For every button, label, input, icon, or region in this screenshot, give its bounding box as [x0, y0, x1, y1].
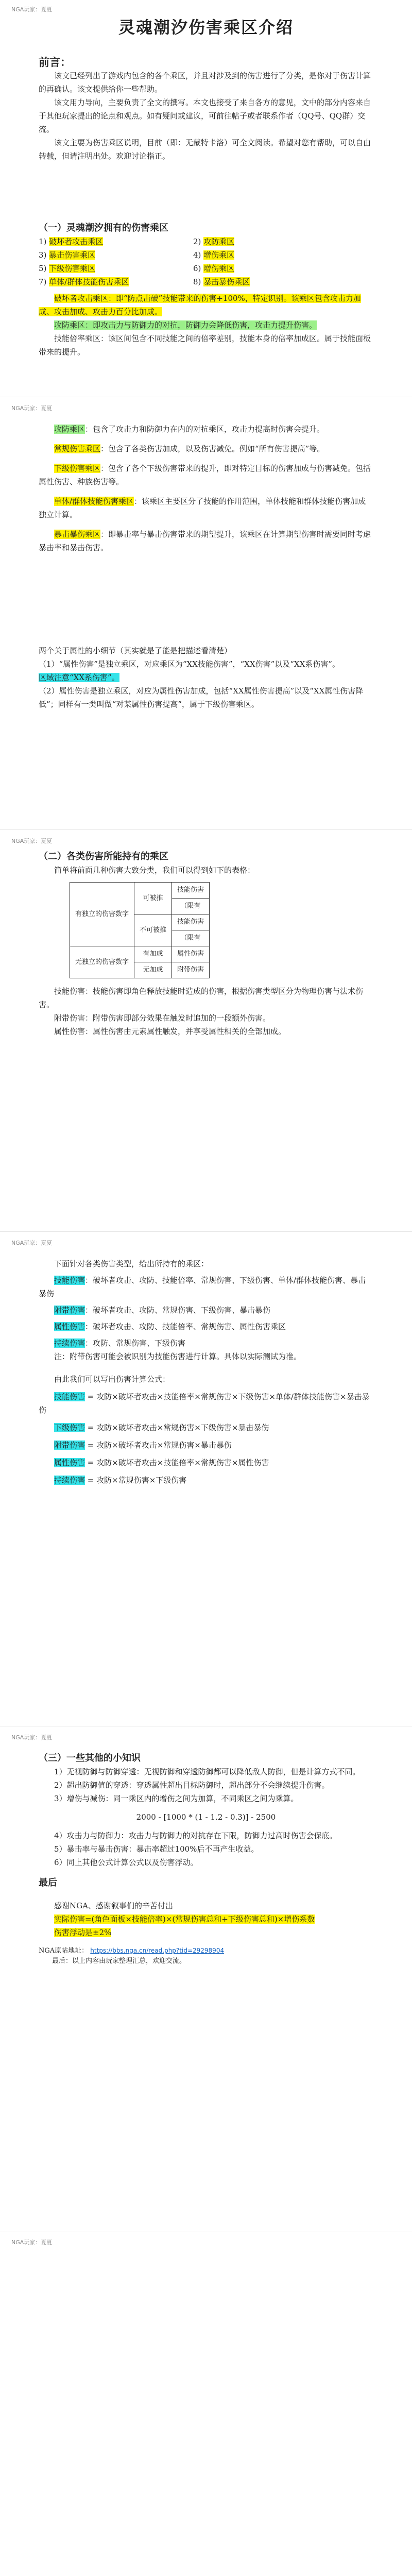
table-row: （限有: [70, 899, 210, 914]
damage-table: [70, 882, 210, 978]
final-line: 伤害浮动是±2%: [54, 1928, 112, 1937]
final-line: 感谢NGA、感谢叙事们的辛苦付出: [54, 1901, 173, 1910]
document-title: 灵魂潮汐伤害乘区介绍: [118, 18, 294, 37]
zones-desc: 技能倍率乘区：该区间包含不同技能之间的倍率差别，技能本身的倍率加成区。属于技能面板带来的提升。: [39, 334, 371, 357]
page-2: [0, 402, 412, 824]
preface-paragraph: 该文主要为伤害乘区说明，目前（即：无蒙特卡洛）可全文阅读。希望对您有帮助，可以自由转载，但请注明出处。欢迎讨论指正。: [39, 138, 371, 161]
ref-tail: 最后：以上内容由玩家整理汇总，欢迎交流。: [52, 1957, 186, 1965]
page-header: NGA玩家：夏夏: [11, 838, 53, 844]
formula-line: 2000 - [1000 * (1 - 1.2 - 0.3)] - 2500: [136, 1812, 276, 1822]
zones-detail: [39, 422, 373, 561]
formula: 下级伤害 = 攻防×破坏者攻击×常规伤害×下级伤害×暴击暴伤: [54, 1423, 269, 1432]
formula-list: [39, 1390, 373, 1487]
final-heading: 最后: [39, 1877, 57, 1888]
zone-detail-key: 下级伤害乘区: [54, 464, 101, 473]
tip: 2）超出防御值的穿透：穿透属性超出目标防御时，超出部分不会继续提升伤害。: [54, 1781, 330, 1790]
zone-item: 2) 攻防乘区: [193, 237, 235, 246]
note-line: （2）属性伤害是独立乘区，对应为属性伤害加成，包括“XX属性伤害提高”以及“XX属性伤害降低”；同样有一类叫做“对某属性伤害提高”，属于下级伤害乘区。: [39, 686, 364, 709]
zone-detail: 常规伤害乘区：包含了各类伤害加成，以及伤害减免。例如“所有伤害提高”等。: [54, 444, 325, 453]
preface-heading: 前言：: [39, 56, 71, 69]
tip: 1）无视防御与防御穿透：无视防御和穿透防御都可以降低敌人防御，但是计算方式不同。: [54, 1767, 360, 1776]
table-row: 有独立的伤害数字 可被推 技能伤害: [70, 883, 210, 899]
note-line: 两个关于属性的小细节（其实就是了能是把描述看清楚）: [39, 646, 232, 655]
page-header: NGA玩家：夏夏: [11, 405, 53, 412]
damage-type-item: 持续伤害：攻防、常规伤害、下级伤害: [54, 1338, 186, 1348]
formula: 属性伤害 = 攻防×破坏者攻击×技能倍率×常规伤害×属性伤害: [54, 1458, 269, 1467]
page-6: [0, 2236, 412, 2576]
zone-item: 4) 增伤乘区: [193, 250, 235, 260]
note-line: 区域注意“XX系伤害”。: [39, 673, 119, 682]
damage-type-item: 附带伤害：破坏者攻击、攻防、常规伤害、下级伤害、暴击暴伤: [54, 1306, 271, 1315]
zone-detail-key: 单体/群体技能伤害乘区: [54, 497, 134, 506]
page-header: NGA玩家：夏夏: [11, 1240, 53, 1246]
intro-line: 下面针对各类伤害类型，给出所持有的乘区：: [54, 1259, 209, 1268]
section-1: [39, 222, 373, 359]
damage-type-item: 技能伤害：破坏者攻击、攻防、技能倍率、常规伤害、下级伤害、单体/群体技能伤害、暴击暴伤: [39, 1276, 366, 1298]
tip: 5）暴击率与暴击伤害：暴击率超过100%后不再产生收益。: [54, 1844, 259, 1854]
zone-item: 8) 暴击暴伤乘区: [193, 277, 250, 286]
zone-detail: 暴击暴伤乘区：即暴击率与暴击伤害带来的期望提升，该乘区在计算期望伤害时需要同时考虑暴击率和暴击伤害。: [39, 530, 371, 552]
table-note: 属性伤害：属性伤害由元素属性触发，并享受属性相关的全部加成。: [54, 1027, 286, 1036]
page-4: [0, 1236, 412, 1721]
zone-item: 7) 单体/群体技能伤害乘区: [39, 277, 129, 286]
tip: 6）同上其他公式计算公式以及伤害浮动。: [54, 1858, 198, 1867]
page-header: NGA玩家：夏夏: [11, 1734, 53, 1741]
preface: [39, 56, 373, 163]
damage-zones-by-type: [39, 1257, 373, 1487]
zone-item: 3) 暴击伤害乘区: [39, 250, 96, 260]
zone-item: 1) 破坏者攻击乘区: [39, 237, 104, 246]
section-intro: 简单将前面几种伤害大致分类，我们可以得到如下的表格：: [54, 866, 255, 875]
reference: [39, 1945, 373, 1956]
page-header: NGA玩家：夏夏: [11, 6, 53, 13]
table-row: （限有: [70, 930, 210, 946]
note-line: 注：附带伤害可能会被识别为技能伤害进行计算。具体以实际测试为准。: [54, 1352, 302, 1361]
section-heading: （三）一些其他的小知识: [39, 1753, 141, 1764]
table-note: 附带伤害：附带伤害即部分效果在触发时追加的一段额外伤害。: [54, 1013, 271, 1023]
table-note: 技能伤害：技能伤害即角色释放技能时造成的伤害，根据伤害类型区分为物理伤害与法术伤害。: [39, 987, 364, 1009]
zones-list: [39, 235, 373, 289]
section-heading: （二）各类伤害所能持有的乘区: [39, 851, 168, 862]
zone-detail-key: 常规伤害乘区: [54, 444, 101, 453]
preface-paragraph: 该文已经列出了游戏内包含的各个乘区，并且对涉及到的伤害进行了分类，是你对于伤害计算的再确认。该文提供给你一些帮助。: [39, 71, 371, 94]
table-row: 无独立的伤害数字 有加成 属性伤害: [70, 946, 210, 962]
reference-link[interactable]: https://bbs.nga.cn/read.php?tid=29298904: [90, 1947, 225, 1954]
zone-detail-key: 暴击暴伤乘区: [54, 530, 101, 539]
damage-type-item: 属性伤害：破坏者攻击、攻防、技能倍率、常规伤害、属性伤害乘区: [54, 1322, 286, 1331]
zone-item: 5) 下级伤害乘区: [39, 264, 96, 273]
zone-row: [39, 235, 373, 248]
note-line: （1）“属性伤害”是独立乘区，对应乘区为“XX技能伤害”，“XX伤害”以及“XX系伤害”。: [39, 659, 340, 669]
formula: 附带伤害 = 攻防×破坏者攻击×常规伤害×暴击暴伤: [54, 1440, 232, 1450]
table-row: 无加成 附带伤害: [70, 962, 210, 978]
tip: 4）攻击力与防御力：攻击力与防御力的对抗存在下限，防御力过高时伤害会保底。: [54, 1831, 337, 1840]
preface-paragraph: 该文用力导向，主要负责了全文的撰写。本文也接受了来自各方的意见，文中的部分内容来自于其他玩家提出的论点和观点。如有疑问或建议，可前往帖子或者联系作者（QQ号、QQ群）交流。: [39, 98, 371, 134]
damage-type-list: [39, 1274, 373, 1350]
zone-detail: 单体/群体技能伤害乘区：该乘区主要区分了技能的作用范围，单体技能和群体技能伤害加成独立计算。: [39, 497, 366, 519]
page-5: [0, 1731, 412, 2226]
section-heading: （一）灵魂潮汐拥有的伤害乘区: [39, 223, 168, 233]
page-header: NGA玩家：夏夏: [11, 2239, 53, 2246]
attribute-notes: [39, 644, 373, 711]
zone-detail: 攻防乘区：包含了攻击力和防御力在内的对抗乘区，攻击力提高时伤害会提升。: [54, 425, 325, 434]
zones-desc: 攻防乘区：即攻击力与防御力的对抗，防御力会降低伤害，攻击力提升伤害。: [54, 320, 317, 330]
page-3: [0, 835, 412, 1226]
final-line: 实际伤害=(角色面板×技能倍率)×(常规伤害总和+下级伤害总和)×增伤系数: [54, 1914, 315, 1924]
tip: 3）增伤与减伤：同一乘区内的增伤之间为加算，不同乘区之间为乘算。: [54, 1794, 299, 1803]
zone-detail: 下级伤害乘区：包含了各个下级伤害带来的提升，即对特定目标的伤害加成与伤害减免。包括属性伤害、种族伤害等。: [39, 464, 371, 486]
formula: 持续伤害 = 攻防×常规伤害×下级伤害: [54, 1476, 187, 1485]
zone-row: [39, 248, 373, 262]
zone-detail-key: 攻防乘区: [54, 425, 85, 434]
zone-row: [39, 262, 373, 275]
ref-label: NGA原帖地址：: [39, 1947, 89, 1955]
section-2: [39, 850, 373, 1038]
section-3: [39, 1752, 373, 1967]
page-1: [0, 0, 412, 381]
zones-desc: 破坏者攻击乘区：即“防点击破”技能带来的伤害+100%，特定识别。该乘区包含攻击力加成、攻击加成、攻击力百分比加成。: [39, 294, 361, 316]
formula-intro: 由此我们可以写出伤害计算公式：: [54, 1375, 170, 1384]
zone-item: 6) 增伤乘区: [193, 264, 235, 273]
zone-row: [39, 275, 373, 289]
table-row: 不可被推 技能伤害: [70, 914, 210, 930]
formula: 技能伤害 = 攻防×破坏者攻击×技能倍率×常规伤害×下级伤害×单体/群体技能伤害×暴击暴伤: [39, 1392, 370, 1415]
